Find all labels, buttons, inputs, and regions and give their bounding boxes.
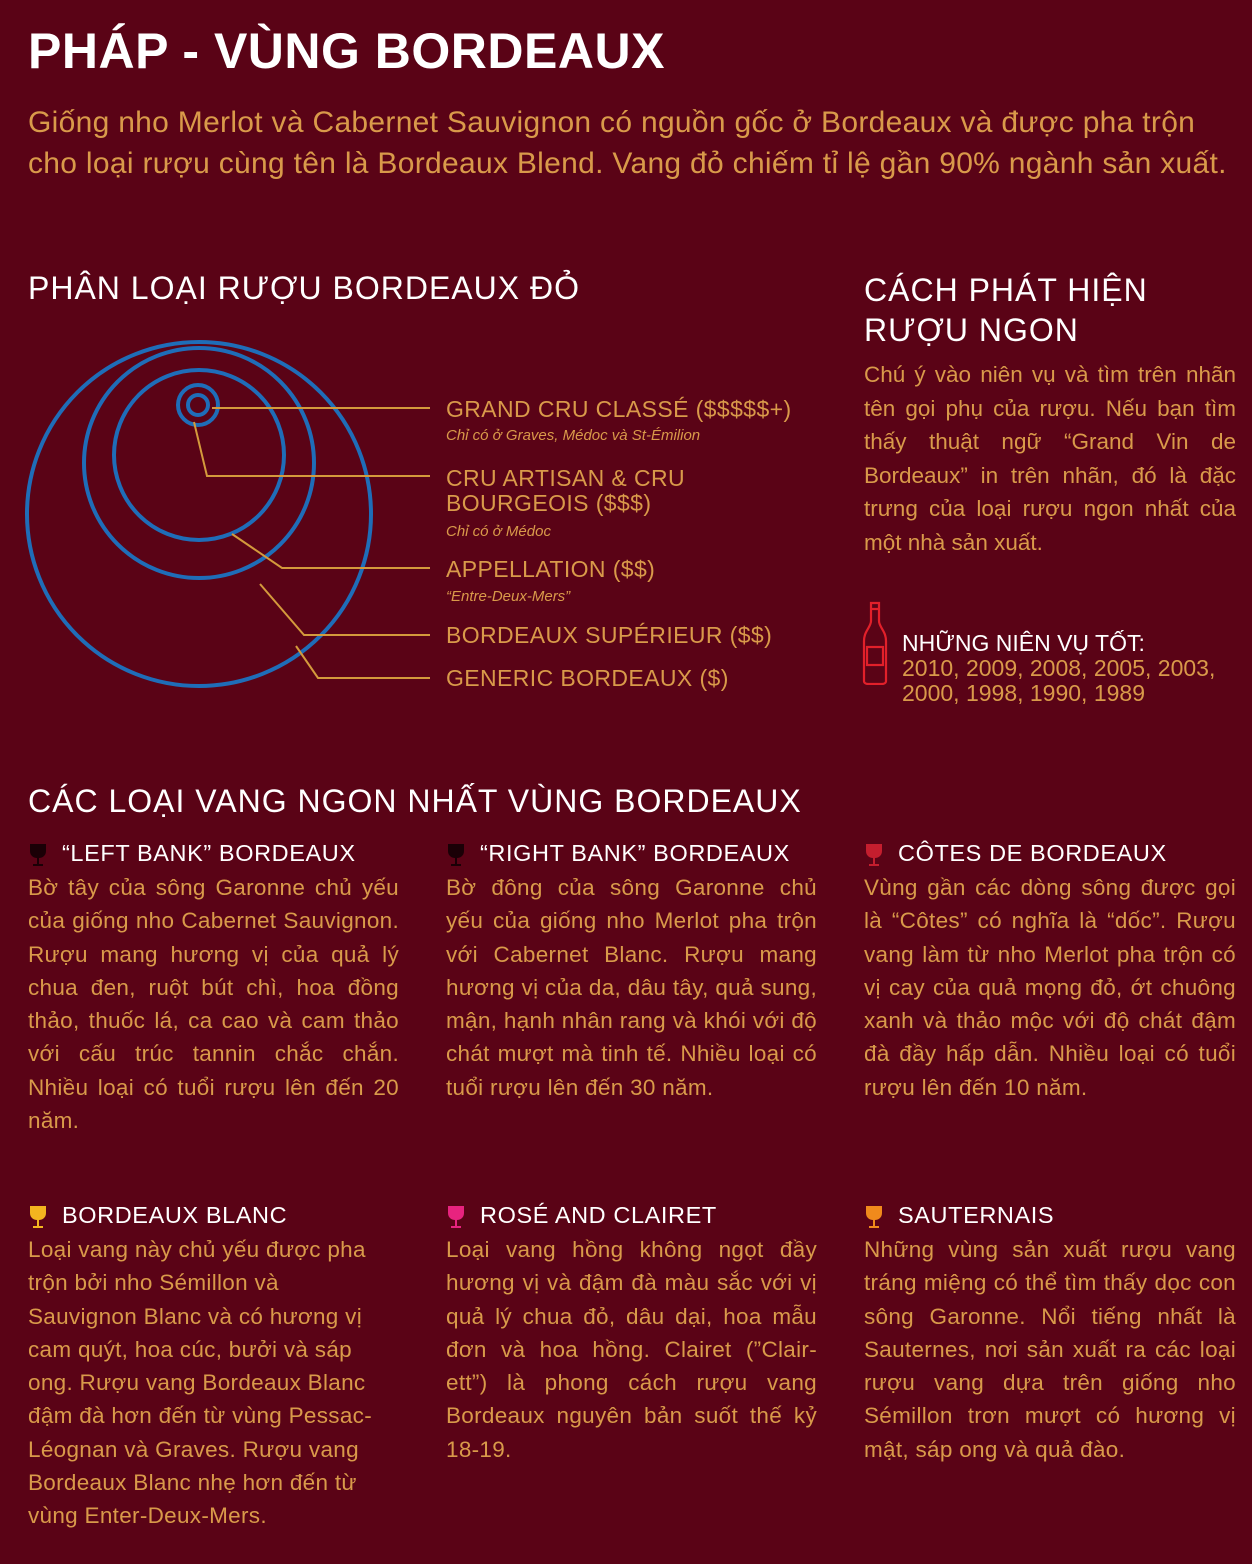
wine-card-body: Loại vang hồng không ngọt đầy hương vị và đậm đà màu sắc với vị quả lý chua đỏ, dâu dại, hoa mẫu đơn và hoa hồng. Clairet (”Clair-ett”) là phong cách rượu vang Bordeaux nguyên bản suốt thế kỷ 18-19. bbox=[446, 1237, 817, 1462]
level-label: GENERIC BORDEAUX ($) bbox=[446, 665, 729, 691]
vintage-years: 2010, 2009, 2008, 2005, 2003, 2000, 1998, 1990, 1989 bbox=[902, 655, 1216, 706]
wine-card-body: Vùng gần các dòng sông được gọi là “Côtes” có nghĩa là “dốc”. Rượu vang làm từ nho Merlot pha trộn có vị cay của quả mọng đỏ, ớt chuông xanh và thảo mộc với độ chát đậm đà đầy hấp dẫn. Nhiều loại có tuổi rượu lên đến 10 năm. bbox=[864, 875, 1236, 1100]
ring-cru-bourgeois bbox=[178, 385, 218, 425]
ring-superieur bbox=[84, 348, 314, 578]
wine-card-title: BORDEAUX BLANC bbox=[62, 1202, 288, 1228]
level-superieur bbox=[446, 623, 772, 648]
wine-card-title: “RIGHT BANK” BORDEAUX bbox=[480, 840, 790, 866]
detect-heading: CÁCH PHÁT HIỆN RƯỢU NGON bbox=[864, 272, 1148, 348]
wine-glass-icon bbox=[28, 843, 48, 867]
vintage-label: NHỮNG NIÊN VỤ TỐT: bbox=[902, 630, 1145, 656]
level-cru-bourgeois bbox=[446, 466, 746, 540]
wine-card-title: “LEFT BANK” BORDEAUX bbox=[62, 840, 356, 866]
wine-card-bordeaux-blanc bbox=[28, 1202, 399, 1533]
wine-card-sauternais bbox=[864, 1202, 1236, 1466]
wine-glass-icon bbox=[446, 1205, 466, 1229]
best-heading: CÁC LOẠI VANG NGON NHẤT VÙNG BORDEAUX bbox=[28, 783, 802, 819]
leader-generic bbox=[296, 646, 430, 678]
wine-card-title: SAUTERNAIS bbox=[898, 1202, 1055, 1228]
wine-card-body: Những vùng sản xuất rượu vang tráng miệng có thể tìm thấy dọc con sông Garonne. Nổi tiếng nhất là Sauternes, nơi sản xuất ra các loại rượu vang dựa trên giống nho Sémillon trơn mượt có hương vị mật, sáp ong và quả đào. bbox=[864, 1237, 1236, 1462]
wine-card-body: Bờ đông của sông Garonne chủ yếu của giống nho Merlot pha trộn với Cabernet Blanc. Rượu mang hương vị của da, dâu tây, quả sung, mận, hạnh nhân rang và khói với độ chát mượt mà tinh tế. Nhiều loại có tuổi rượu lên đến 30 năm. bbox=[446, 875, 817, 1100]
wine-bottle-icon bbox=[862, 601, 888, 685]
level-grand-cru bbox=[446, 397, 792, 444]
level-generic bbox=[446, 666, 729, 691]
wine-card-rose bbox=[446, 1202, 817, 1466]
level-sub: Chỉ có ở Médoc bbox=[446, 523, 551, 540]
wine-card-body: Loại vang này chủ yếu được pha trộn bởi nho Sémillon và Sauvignon Blanc và có hương vị cam quýt, hoa cúc, bưởi và sáp ong. Rượu vang Bordeaux Blanc đậm đà hơn đến từ vùng Pessac-Léognan và Graves. Rượu vang Bordeaux Blanc nhẹ hơn đến từ vùng Enter-Deux-Mers. bbox=[28, 1237, 373, 1529]
level-appellation bbox=[446, 557, 655, 605]
leader-appellation bbox=[232, 534, 430, 568]
level-label: BORDEAUX SUPÉRIEUR ($$) bbox=[446, 622, 773, 648]
classification-heading: PHÂN LOẠI RƯỢU BORDEAUX ĐỎ bbox=[28, 270, 580, 306]
wine-card-right-bank bbox=[446, 840, 817, 1104]
wine-glass-icon bbox=[864, 1205, 884, 1229]
level-label: APPELLATION ($$) bbox=[446, 556, 656, 582]
level-label: GRAND CRU CLASSÉ ($$$$$+) bbox=[446, 396, 792, 422]
level-sub: “Entre-Deux-Mers” bbox=[446, 588, 571, 605]
level-label: CRU ARTISAN & CRU BOURGEOIS ($$$) bbox=[446, 465, 685, 516]
leader-superieur bbox=[260, 584, 430, 635]
wine-card-title: ROSÉ AND CLAIRET bbox=[480, 1202, 717, 1228]
classification-rings-diagram bbox=[0, 330, 440, 710]
wine-card-left-bank bbox=[28, 840, 399, 1137]
detect-body: Chú ý vào niên vụ và tìm trên nhãn tên gọi phụ của rượu. Nếu bạn tìm thấy thuật ngữ “Grand Vin de Bordeaux” in trên nhãn, đó là đặc trưng của loại rượu ngon nhất của một nhà sản xuất. bbox=[864, 362, 1236, 555]
wine-glass-icon bbox=[446, 843, 466, 867]
intro-text: Giống nho Merlot và Cabernet Sauvignon có nguồn gốc ở Bordeaux và được pha trộn cho loại rượu cùng tên là Bordeaux Blend. Vang đỏ chiếm tỉ lệ gần 90% ngành sản xuất. bbox=[28, 106, 1227, 180]
page-title: PHÁP - VÙNG BORDEAUX bbox=[28, 23, 665, 79]
wine-card-title: CÔTES DE BORDEAUX bbox=[898, 840, 1167, 866]
level-sub: Chỉ có ở Graves, Médoc và St-Émilion bbox=[446, 427, 701, 444]
wine-glass-icon bbox=[28, 1205, 48, 1229]
ring-grand-cru bbox=[188, 395, 208, 415]
wine-card-body: Bờ tây của sông Garonne chủ yếu của giống nho Cabernet Sauvignon. Rượu mang hương vị của quả lý chua đen, ruột bút chì, hoa đồng thảo, thuốc lá, ca cao và cam thảo với cấu trúc tannin chắc chắn. Nhiều loại có tuổi rượu lên đến 20 năm. bbox=[28, 875, 399, 1134]
wine-card-cotes bbox=[864, 840, 1236, 1104]
wine-glass-icon bbox=[864, 843, 884, 867]
